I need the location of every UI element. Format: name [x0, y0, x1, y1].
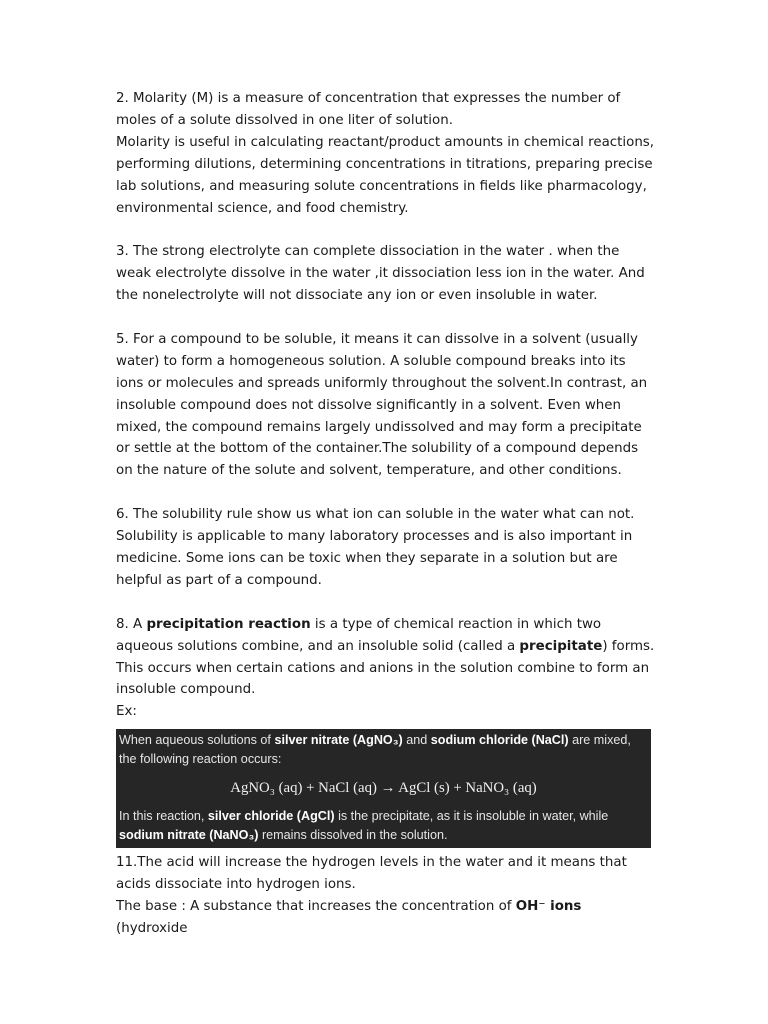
term-hydroxide-ions: OH⁻ ions — [515, 899, 582, 915]
term-sodium-nitrate: sodium nitrate (NaNO₃) — [119, 828, 259, 843]
answer-8-text: 8. A — [116, 616, 147, 632]
answer-8 — [116, 614, 656, 702]
paragraph-gap — [116, 219, 656, 241]
answer-5: 5. For a compound to be soluble, it means it can dissolve in a solvent (usually water) to form a homogeneous solution. A soluble compound breaks into its ions or molecules and spreads uniformly throughout the solvent.In contrast, an insoluble compound does not dissolve significantly in a solvent. Even when mixed, the compound remains largely undissolved and may form a precipitate or settle at the bottom of the container.The solubility of a compound depends on the nature of the solute and solvent, temperature, and other conditions. — [116, 331, 648, 479]
example-intro: When aqueous solutions of silver nitrate (AgNO₃) and sodium chloride (NaCl) are mixed, the following reaction occurs: — [119, 733, 631, 767]
term-sodium-chloride: sodium chloride (NaCl) — [430, 733, 569, 748]
paragraph-gap — [116, 482, 656, 504]
term-precipitation-reaction: precipitation reaction — [146, 616, 311, 632]
answer-2-definition: 2. Molarity (M) is a measure of concentration that expresses the number of moles of a solute dissolved in one liter of solution. — [116, 91, 621, 128]
answer-6: 6. The solubility rule show us what ion can soluble in the water what can not. Solubility is applicable to many laboratory processes and is also important in medicine. Some ions can be toxic when they separate in a solution but are helpful as part of a compound. — [116, 507, 635, 588]
term-silver-nitrate: silver nitrate (AgNO₃) — [274, 733, 403, 748]
example-screenshot — [116, 729, 651, 848]
document-body — [116, 88, 656, 940]
term-silver-chloride: silver chloride (AgCl) — [207, 809, 335, 824]
answer-11-acid: 11.The acid will increase the hydrogen levels in the water and it means that acids dissociate into hydrogen ions. — [116, 855, 627, 893]
example-label: Ex: — [116, 704, 137, 720]
answer-11-base: The base : A substance that increases the concentration of OH⁻ ions (hydroxide — [116, 899, 582, 936]
paragraph-gap — [116, 592, 656, 614]
paragraph-gap — [116, 307, 656, 329]
reaction-equation: AgNO₃ (aq) + NaCl (aq) → AgCl (s) + NaNO₃ (aq) — [230, 780, 537, 797]
example-explanation: In this reaction, silver chloride (AgCl) is the precipitate, as it is insoluble in water, while sodium nitrate (NaNO₃) remains dissolved in the solution. — [119, 809, 609, 843]
answer-3: 3. The strong electrolyte can complete dissociation in the water . when the weak electrolyte dissolve in the water ,it dissociation less ion in the water. And the nonelectrolyte will not dissociate any ion or even insoluble in water. — [116, 244, 645, 304]
answer-8-text: is a type of chemical reaction in which two aqueous solutions combine, and an insoluble solid (called a — [116, 616, 602, 654]
answer-8-text: ) forms. This occurs when certain cations and anions in the solution combine to form an insoluble compound. — [116, 638, 655, 698]
answer-2-uses: Molarity is useful in calculating reactant/product amounts in chemical reactions, performing dilutions, determining concentrations in titrations, preparing precise lab solutions, and measuring solute concentrations in fields like pharmacology, environmental science, and food chemistry. — [116, 134, 655, 216]
term-precipitate: precipitate — [519, 638, 603, 654]
